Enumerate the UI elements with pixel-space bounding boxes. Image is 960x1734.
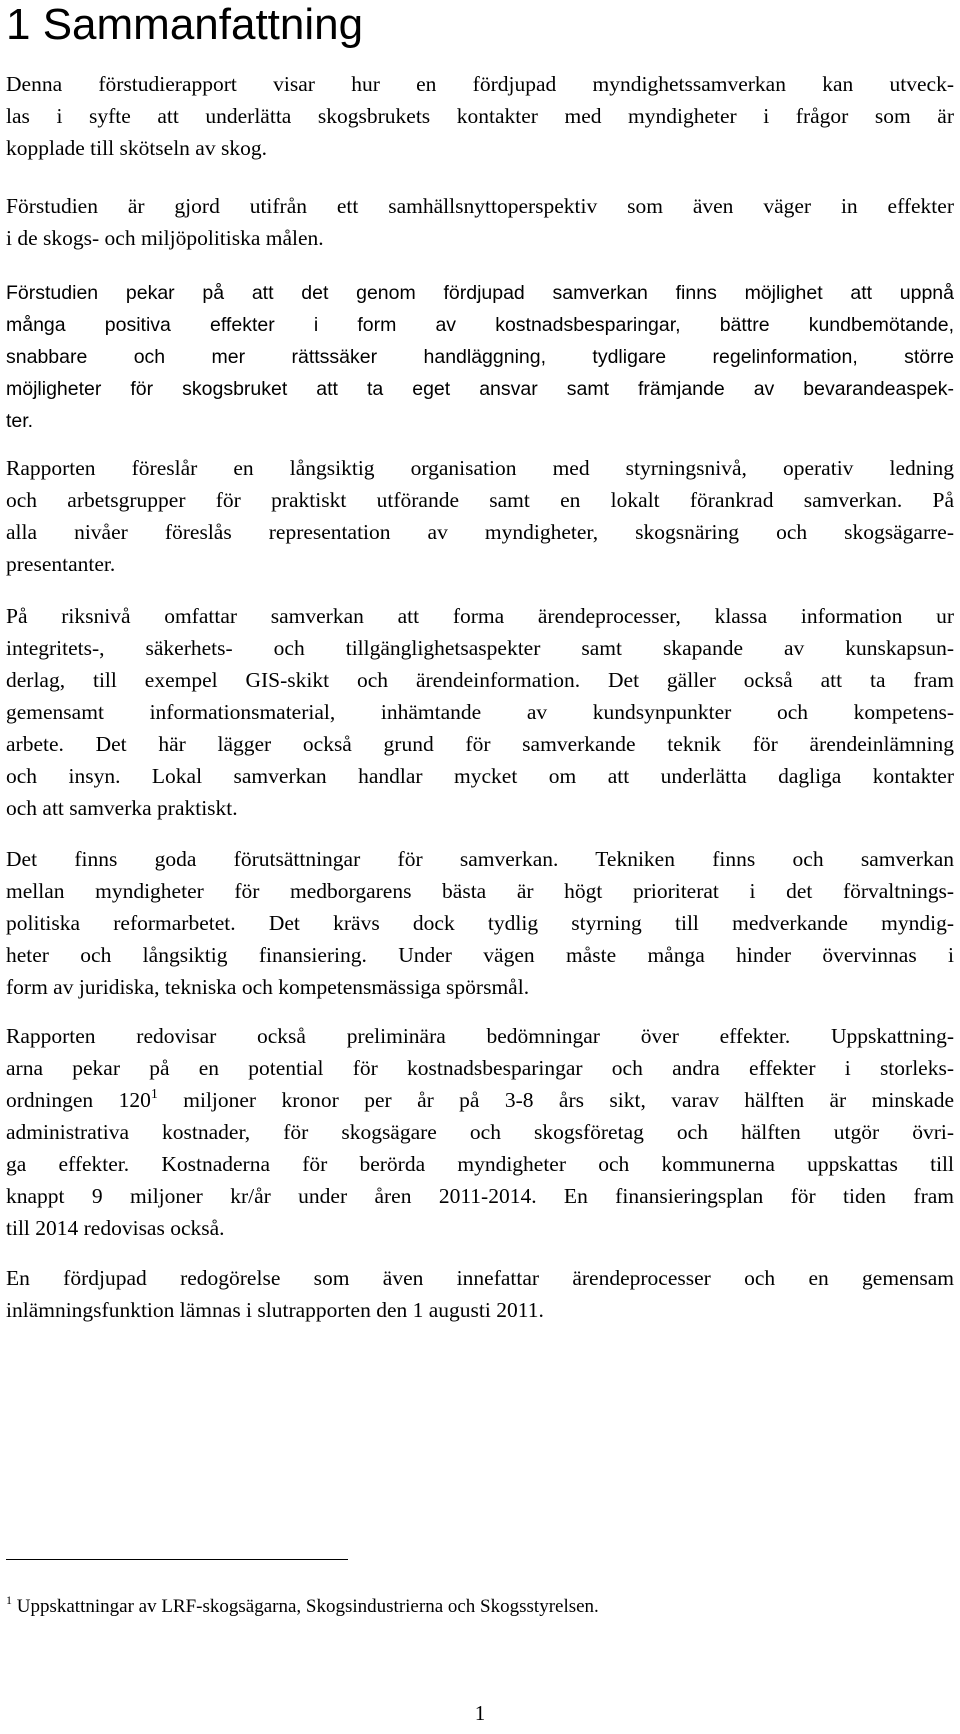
paragraph-line: administrativa kostnader, för skogsägare och skogsföretag och hälften utgör övri- bbox=[6, 1120, 954, 1144]
paragraph-line: snabbare och mer rättssäker handläggning, tydligare regelinformation, större bbox=[6, 346, 954, 368]
section-heading: 1 Sammanfattning bbox=[6, 0, 364, 49]
paragraph-conditions bbox=[6, 843, 954, 1003]
paragraph-line: och arbetsgrupper för praktiskt utförande samt en lokalt förankrad samverkan. På bbox=[6, 488, 954, 512]
paragraph-line: ter. bbox=[6, 410, 34, 432]
paragraph-line: Förstudien är gjord utifrån ett samhällsnyttoperspektiv som även väger in effekter bbox=[6, 194, 954, 218]
footnote bbox=[6, 1595, 599, 1619]
paragraph-line: En fördjupad redogörelse som även innefattar ärendeprocesser och en gemensam bbox=[6, 1266, 954, 1290]
paragraph-line: inlämningsfunktion lämnas i slutrapporten den 1 augusti 2011. bbox=[6, 1298, 544, 1322]
paragraph-line: derlag, till exempel GIS-skikt och ärendeinformation. Det gäller också att ta fram bbox=[6, 668, 954, 692]
paragraph-line: och insyn. Lokal samverkan handlar mycket om att underlätta dagliga kontakter bbox=[6, 764, 954, 788]
paragraph-line: Det finns goda förutsättningar för samverkan. Tekniken finns och samverkan bbox=[6, 847, 954, 871]
paragraph-line bbox=[6, 1084, 954, 1116]
paragraph-line: knappt 9 miljoner kr/år under åren 2011-2014. En finansieringsplan för tiden fram bbox=[6, 1184, 954, 1208]
paragraph-organisation bbox=[6, 452, 954, 580]
paragraph-line: integritets-, säkerhets- och tillgänglighetsaspekter samt skapande av kunskapsun- bbox=[6, 636, 954, 660]
paragraph-line: Rapporten föreslår en långsiktig organisation med styrningsnivå, operativ ledning bbox=[6, 456, 954, 480]
paragraph-line: kopplade till skötseln av skog. bbox=[6, 136, 267, 160]
paragraph-line: i de skogs- och miljöpolitiska målen. bbox=[6, 226, 324, 250]
paragraph-line: ga effekter. Kostnaderna för berörda myndigheter och kommunerna uppskattas till bbox=[6, 1152, 954, 1176]
paragraph-line: politiska reformarbetet. Det krävs dock tydlig styrning till medverkande myndig- bbox=[6, 911, 954, 935]
paragraph-line: På riksnivå omfattar samverkan att forma ärendeprocesser, klassa information ur bbox=[6, 604, 954, 628]
paragraph-line: Denna förstudierapport visar hur en fördjupad myndighetssamverkan kan utveck- bbox=[6, 72, 954, 96]
footnote-text: Uppskattningar av LRF-skogsägarna, Skogsindustrierna och Skogsstyrelsen. bbox=[16, 1596, 599, 1617]
paragraph-line: Rapporten redovisar också preliminära bedömningar över effekter. Uppskattning- bbox=[6, 1024, 954, 1048]
paragraph-line: arbete. Det här lägger också grund för samverkande teknik för ärendeinlämning bbox=[6, 732, 954, 756]
paragraph-effects bbox=[6, 277, 954, 437]
paragraph-line: alla nivåer föreslås representation av myndigheter, skogsnäring och skogsägarre- bbox=[6, 520, 954, 544]
paragraph-line: många positiva effekter i form av kostnadsbesparingar, bättre kundbemötande, bbox=[6, 314, 954, 336]
paragraph-line: arna pekar på en potential för kostnadsbesparingar och andra effekter i storleks- bbox=[6, 1056, 954, 1080]
paragraph-line: presentanter. bbox=[6, 552, 116, 576]
paragraph-line: och att samverka praktiskt. bbox=[6, 796, 238, 820]
paragraph-line: las i syfte att underlätta skogsbrukets kontakter med myndigheter i frågor som är bbox=[6, 104, 954, 128]
footnote-separator bbox=[6, 1559, 348, 1560]
footnote-marker: 1 bbox=[6, 1593, 12, 1607]
paragraph-perspective bbox=[6, 190, 954, 254]
paragraph-national-level bbox=[6, 600, 954, 824]
paragraph-final-report bbox=[6, 1262, 954, 1326]
paragraph-line: möjligheter för skogsbruket att ta eget ansvar samt främjande av bevarandeaspek- bbox=[6, 378, 954, 400]
paragraph-line: mellan myndigheter för medborgarens bästa är högt prioriterat i det förvaltnings- bbox=[6, 879, 954, 903]
paragraph-line: heter och långsiktig finansiering. Under vägen måste många hinder övervinnas i bbox=[6, 943, 954, 967]
footnote-reference: 1 bbox=[150, 1087, 158, 1102]
estimate-text-before: ordningen 120 bbox=[6, 1088, 151, 1112]
paragraph-estimates bbox=[6, 1020, 954, 1244]
paragraph-intro bbox=[6, 68, 954, 164]
paragraph-line: form av juridiska, tekniska och kompetensmässiga spörsmål. bbox=[6, 975, 530, 999]
paragraph-line: gemensamt informationsmaterial, inhämtande av kundsynpunkter och kompetens- bbox=[6, 700, 954, 724]
estimate-text-after: miljoner kronor per år på 3-8 års sikt, varav hälften är minskade bbox=[157, 1088, 954, 1112]
page-number: 1 bbox=[474, 1701, 486, 1725]
paragraph-line: Förstudien pekar på att det genom fördjupad samverkan finns möjlighet att uppnå bbox=[6, 282, 954, 304]
paragraph-line: till 2014 redovisas också. bbox=[6, 1216, 225, 1240]
